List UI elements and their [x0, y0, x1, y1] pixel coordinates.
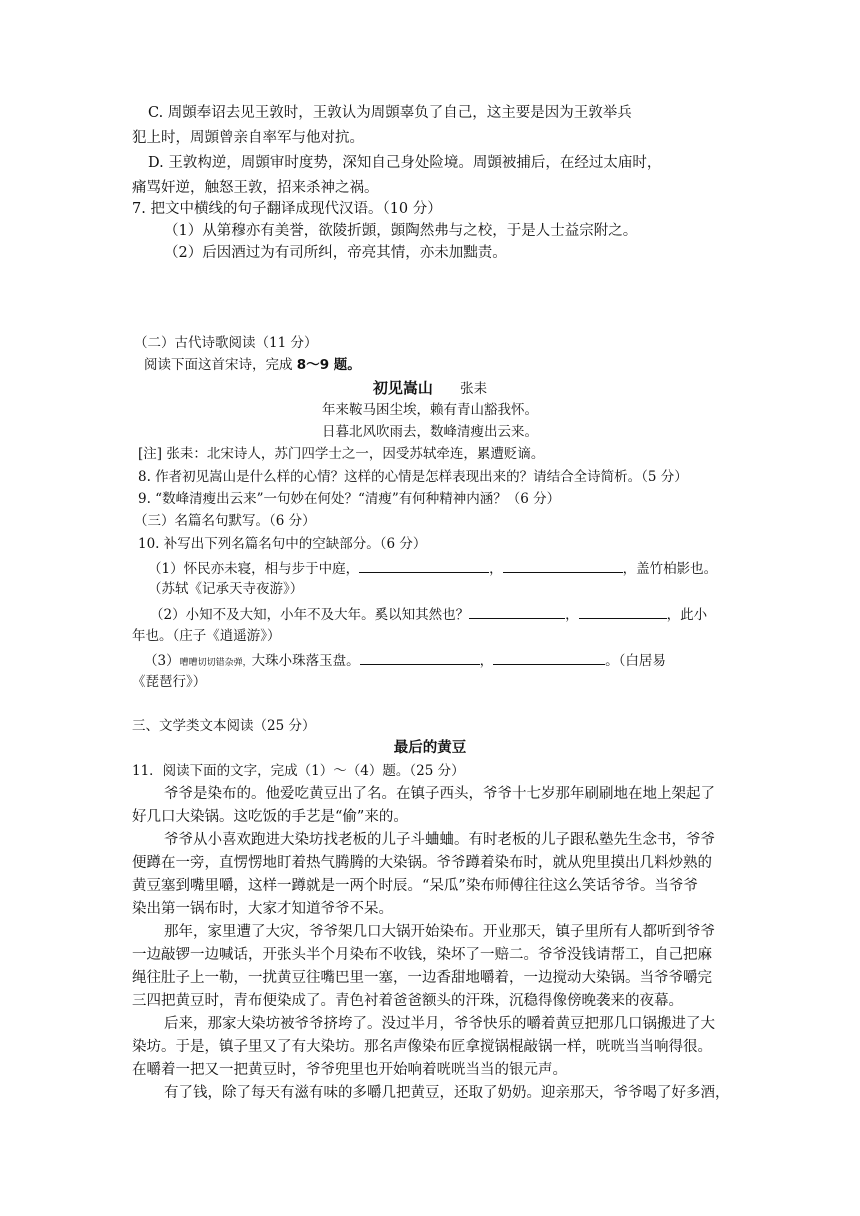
dictation-item-2-source: 年也。（庄子《逍遥游》）: [132, 628, 281, 644]
story-line: 好几口大染锅。这吃饭的手艺是“偷”来的。: [132, 809, 408, 825]
poetry-instruction: [144, 354, 361, 376]
answer-blank-1b[interactable]: [503, 556, 623, 573]
dictation-item-2-suffix: ，此小: [666, 607, 708, 623]
story-line: 爷爷是染布的。他爱吃黄豆出了名。在镇子西头，爷爷十七岁那年刷刷地在地上架起了: [164, 786, 715, 802]
poem-author: 张耒: [460, 381, 488, 397]
question-7-title: 7. 把文中横线的句子翻译成现代汉语。（10 分）: [132, 201, 442, 217]
story-line: 在嚼着一把又一把黄豆时，爷爷兜里也开始响着咣咣当当的银元声。: [132, 1062, 567, 1078]
option-d-line2: 痛骂奸逆，触怒王敦，招来杀神之祸。: [132, 180, 379, 196]
story-line: 有了钱，除了每天有滋有味的多嚼几把黄豆，还取了奶奶。迎亲那天，爷爷喝了好多酒，: [164, 1085, 730, 1101]
answer-blank-2a[interactable]: [469, 602, 565, 619]
poem-title: 初见嵩山: [372, 379, 433, 397]
answer-blank-1a[interactable]: [359, 556, 489, 573]
option-c-line2: 犯上时，周顗曾亲自率军与他对抗。: [132, 130, 364, 146]
dictation-item-3-text: 大珠小珠落玉盘。: [251, 653, 360, 669]
question-10: 10. 补写出下列名篇名句中的空缺部分。（6 分）: [138, 536, 427, 552]
story-line: 一边敲锣一边喊话，开张头半个月染布不收钱，染坏了一赔二。爷爷没钱请帮工，自己把麻: [132, 947, 712, 963]
story-line: 绳往肚子上一勒，一扰黄豆往嘴巴里一塞，一边香甜地嚼着，一边搅动大染锅。当爷爷嚼完: [132, 970, 712, 986]
option-d-line1: D. 王敦构逆，周顗审时度势，深知自己身处险境。周顗被捕后，在经过太庙时，: [148, 155, 662, 171]
literature-section-heading: 三、文学类文本阅读（25 分）: [132, 718, 316, 734]
answer-blank-2b[interactable]: [579, 602, 667, 619]
story-line: 染坊。于是，镇子里又了有大染坊。那名声像染布匠拿搅锅棍敲锅一样，咣咣当当响得很。: [132, 1039, 712, 1055]
poem-line-2: 日暮北风吹雨去，数峰清瘦出云来。: [322, 424, 538, 440]
option-c-line1: C. 周顗奉诏去见王敦时，王敦认为周顗辜负了自己，这主要是因为王敦举兵: [148, 105, 632, 121]
dictation-item-2-sep: ，: [565, 607, 579, 623]
dictation-item-1-source: （苏轼《记承天寺夜游》）: [148, 581, 304, 597]
dictation-item-1-suffix: ，盖竹柏影也。: [622, 561, 718, 577]
story-line: 三四把黄豆时，青布便染成了。青色衬着爸爸额头的汗珠，沉稳得像傍晚袭来的夜幕。: [132, 993, 683, 1009]
story-line: 黄豆塞到嘴里嚼，这样一蹲就是一两个时辰。“呆瓜”染布师傅往往这么笑话爷爷。当爷爷: [132, 878, 698, 894]
dictation-item-3: [144, 648, 666, 674]
question-8: 8. 作者初见嵩山是什么样的心情？这样的心情是怎样表现出来的？请结合全诗简析。（5 分）: [138, 469, 688, 485]
dictation-item-2-prefix: （2）小知不及大知，小年不及大年。奚以知其然也？: [150, 607, 470, 623]
dictation-item-3-suffix: 。（白居易: [605, 653, 666, 669]
poem-line-1: 年来鞍马困尘埃，赖有青山豁我怀。: [322, 402, 538, 418]
poem-heading: [0, 377, 860, 400]
dictation-item-3-sep: ，: [479, 653, 494, 669]
dictation-item-3-small-text: 嘈嘈切切错杂弹，: [179, 658, 252, 668]
question-7-sentence-1: （1）从第穆亦有美誉，欲陵折顗，顗陶然弗与之校，于是人士益宗附之。: [164, 223, 638, 239]
answer-blank-3a[interactable]: [360, 648, 480, 665]
story-line: 爷爷从小喜欢跑进大染坊找老板的儿子斗蛐蛐。有时老板的儿子跟私塾先生念书，爷爷: [164, 832, 715, 848]
story-line: 那年，家里遭了大灾，爷爷架几口大锅开始染布。开业那天，镇子里所有人都听到爷爷: [164, 924, 715, 940]
poetry-instruction-range: 8～9 题。: [296, 357, 361, 373]
dictation-item-3-prefix: （3）: [144, 653, 180, 669]
dictation-section-heading: （三）名篇名句默写。（6 分）: [134, 513, 316, 529]
dictation-item-2: [150, 602, 707, 626]
dictation-item-1: [148, 556, 717, 580]
dictation-item-1-prefix: （1）怀民亦未寝，相与步于中庭，: [148, 561, 360, 577]
story-title: 最后的黄豆: [393, 740, 467, 756]
question-11: 11．阅读下面的文字，完成（1）～（4）题。（25 分）: [132, 763, 465, 779]
dictation-item-3-source: 《琵琶行》）: [132, 674, 207, 690]
poem-note: [注] 张耒：北宋诗人，苏门四学士之一，因受苏轼牵连，累遭贬谪。: [138, 446, 545, 462]
question-9: 9. “数峰清瘦出云来”一句妙在何处？“清瘦”有何种精神内涵？（6 分）: [138, 491, 561, 507]
dictation-item-1-sep: ，: [489, 561, 503, 577]
story-line: 便蹲在一旁，直愣愣地盯着热气腾腾的大染锅。爷爷蹲着染布时，就从兜里摸出几料炒熟的: [132, 855, 712, 871]
story-line: 后来，那家大染坊被爷爷挤垮了。没过半月，爷爷快乐的嚼着黄豆把那几口锅搬进了大: [164, 1016, 715, 1032]
poetry-section-heading: （二）古代诗歌阅读（11 分）: [134, 335, 318, 351]
question-7-sentence-2: （2）后因酒过为有司所纠，帝亮其情，亦未加黜责。: [164, 245, 507, 261]
story-line: 染出第一锅布时，大家才知道爷爷不呆。: [132, 901, 393, 917]
answer-blank-3b[interactable]: [493, 648, 605, 665]
poetry-instruction-text: 阅读下面这首宋诗，完成: [144, 357, 297, 373]
